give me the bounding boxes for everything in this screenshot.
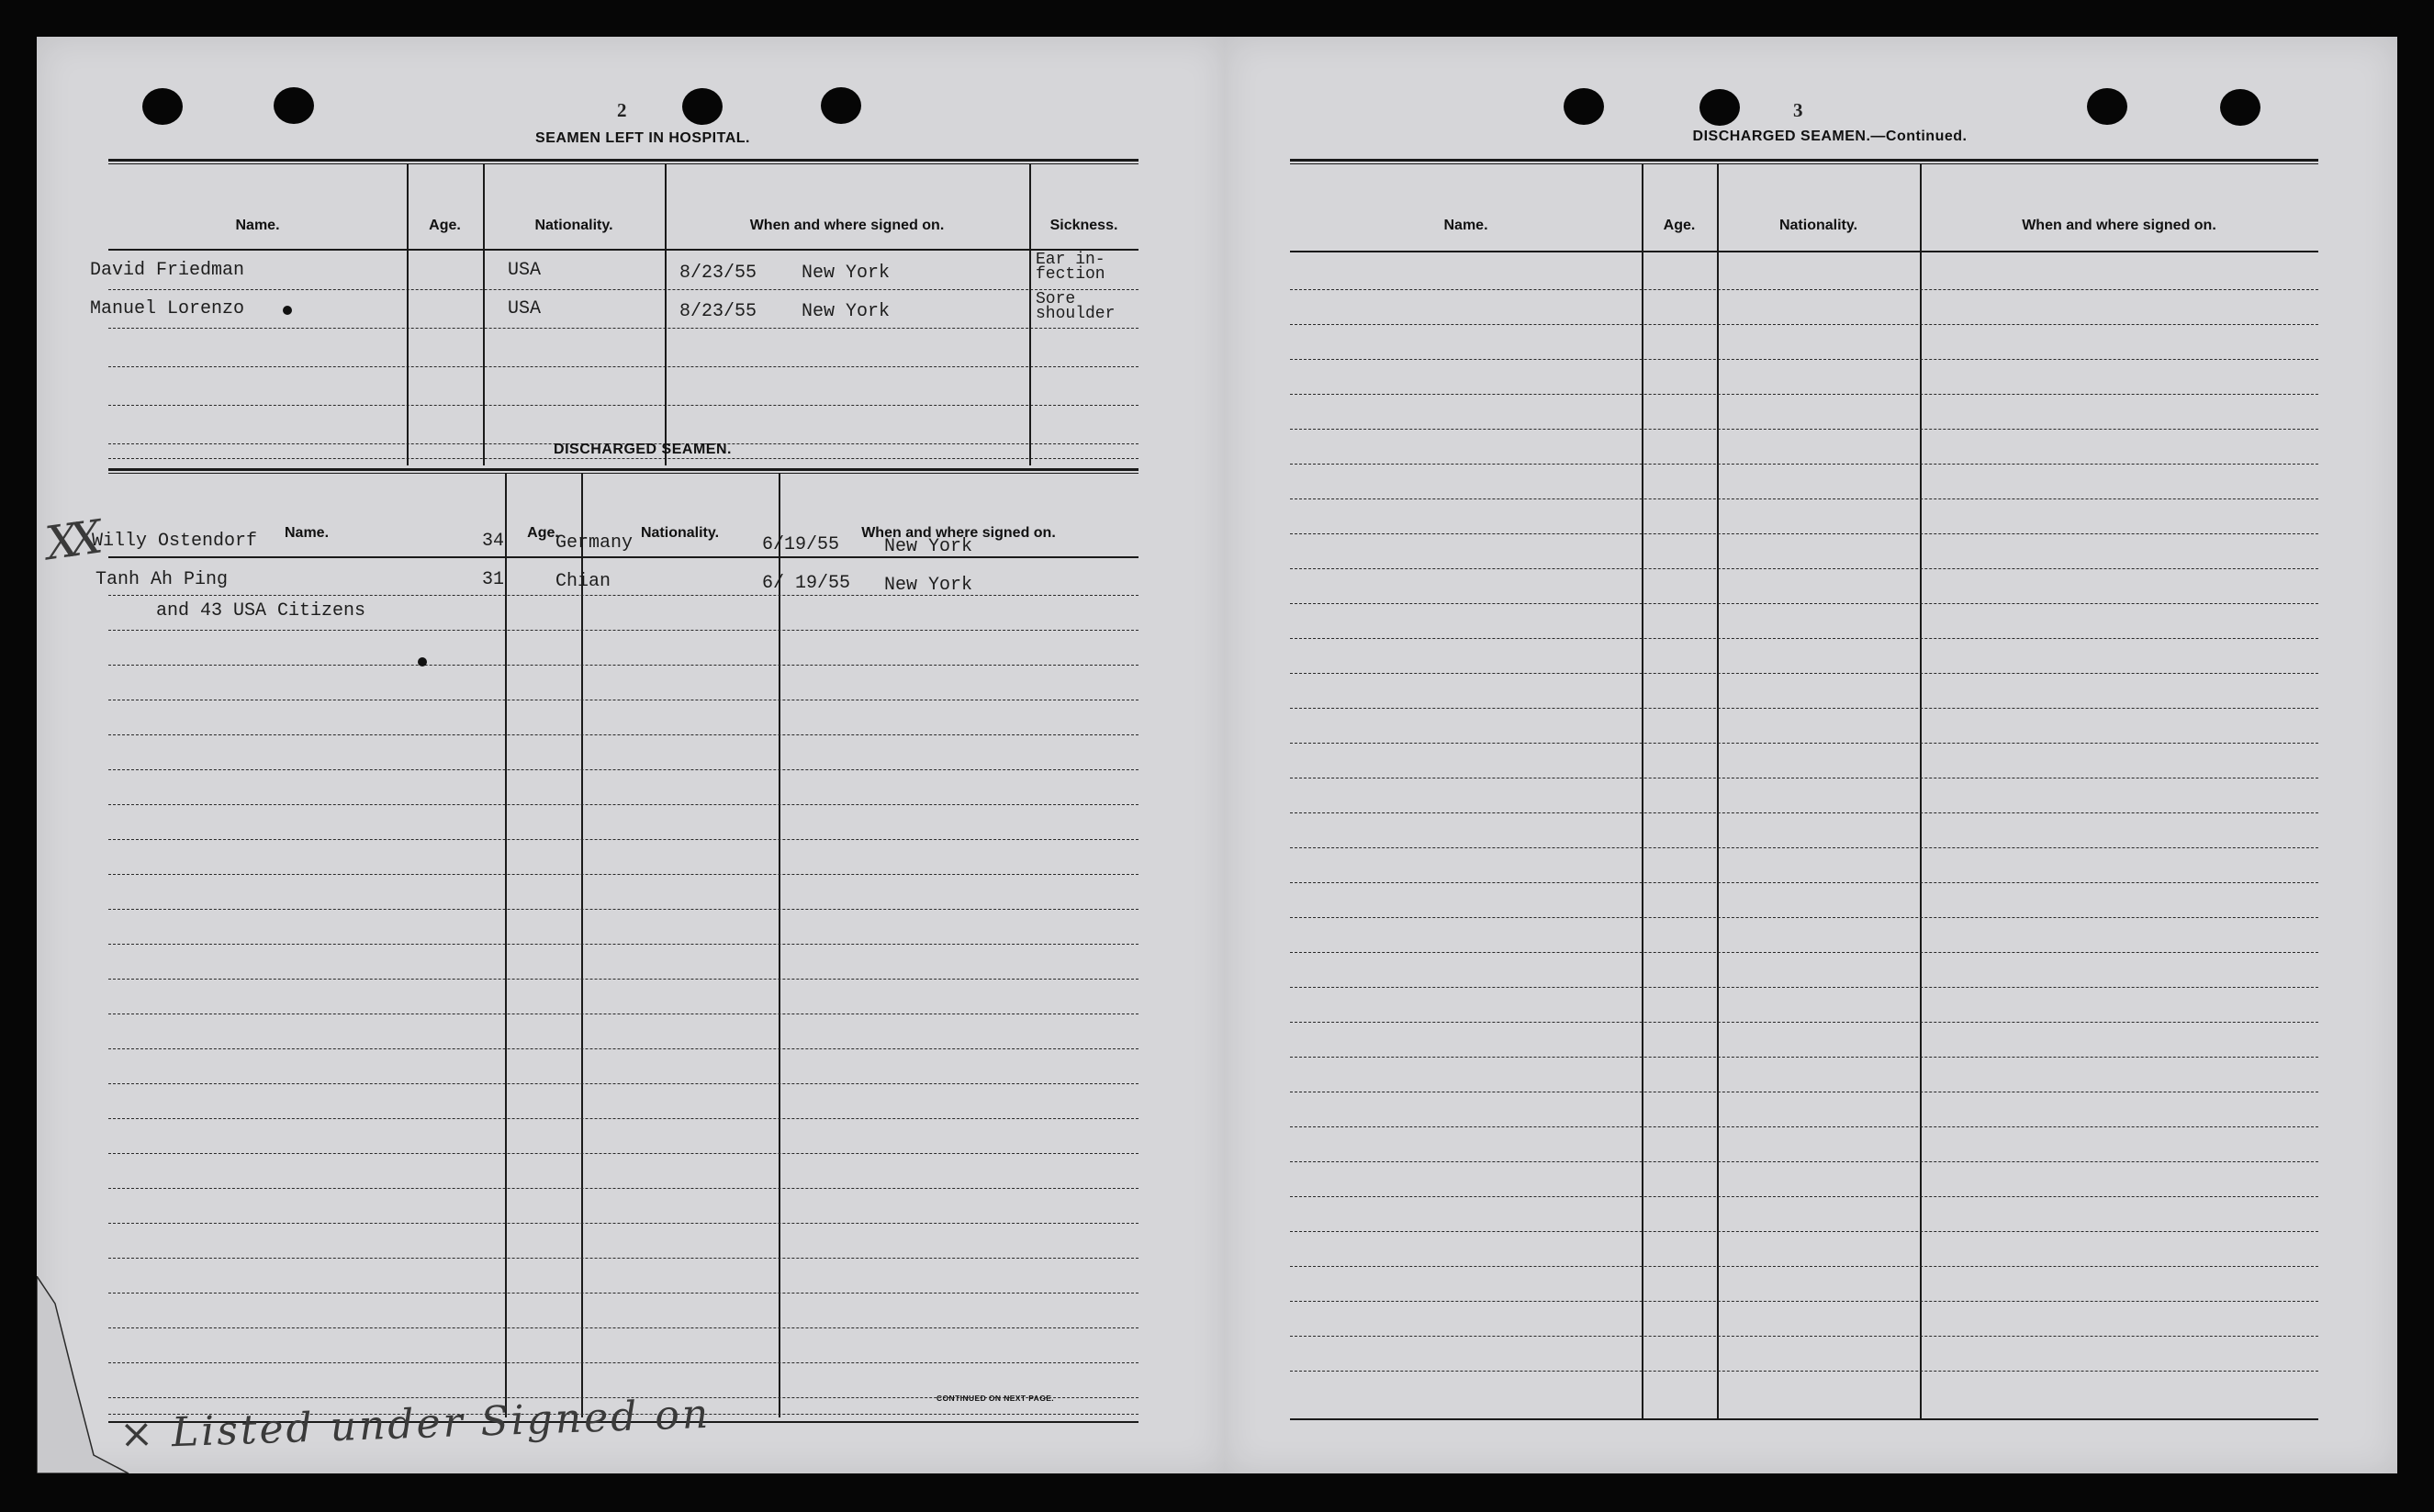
rule [108, 595, 1138, 596]
hospital-row-2-name: Manuel Lorenzo [90, 298, 245, 319]
handwritten-note: × Listed under Signed on [118, 1390, 712, 1459]
header-nationality: Nationality. [1778, 218, 1858, 233]
column-divider [407, 164, 409, 465]
header-nationality: Nationality. [640, 525, 720, 541]
rule [1290, 1022, 2318, 1023]
rule [108, 328, 1138, 329]
hospital-row-1-nationality: USA [508, 260, 542, 281]
punch-hole [1564, 88, 1604, 125]
discharged-row-1-name: Willy Ostendorf [92, 531, 258, 552]
discharged-row-1-nationality: Germany [555, 532, 634, 554]
handwritten-marks: XX [42, 510, 96, 571]
discharged-row-2-nationality: Chian [555, 571, 611, 592]
rule [1290, 464, 2318, 465]
rule [108, 366, 1138, 367]
rule [1290, 1418, 2318, 1420]
rule [108, 839, 1138, 840]
rule [1290, 952, 2318, 953]
rule [108, 468, 1138, 474]
rule [1290, 324, 2318, 325]
punch-hole [2220, 89, 2260, 126]
header-when-where: When and where signed on. [861, 525, 1056, 541]
rule [108, 1048, 1138, 1049]
discharged-row-1-age: 34 [482, 531, 505, 552]
header-nationality: Nationality. [534, 218, 613, 233]
rule [1290, 743, 2318, 744]
column-divider [779, 474, 780, 1417]
rule [1290, 812, 2318, 813]
rule [1290, 251, 2318, 252]
rule [1290, 1126, 2318, 1127]
header-name: Name. [235, 218, 280, 233]
rule [108, 1118, 1138, 1119]
column-divider [483, 164, 485, 465]
rule [108, 1223, 1138, 1224]
rule [1290, 882, 2318, 883]
header-when-where: When and where signed on. [749, 218, 945, 233]
rule [1290, 394, 2318, 395]
rule [108, 1327, 1138, 1328]
rule [1290, 1336, 2318, 1337]
rule [108, 1188, 1138, 1189]
rule [108, 874, 1138, 875]
punch-hole [682, 88, 723, 125]
rule [108, 804, 1138, 805]
discharged-row-2-age: 31 [482, 569, 505, 590]
punch-hole [142, 88, 183, 125]
hospital-section-title: SEAMEN LEFT IN HOSPITAL. [535, 130, 750, 146]
rule [108, 159, 1138, 164]
hospital-row-2-nationality: USA [508, 298, 542, 319]
column-divider [1029, 164, 1031, 465]
rule [108, 405, 1138, 406]
rule [108, 458, 1138, 459]
rule [1290, 498, 2318, 499]
punch-hole [2087, 88, 2127, 125]
right-page [1224, 37, 2397, 1473]
header-when-where: When and where signed on. [2022, 218, 2216, 233]
rule [1290, 533, 2318, 534]
rule [1290, 1231, 2318, 1232]
left-page [37, 37, 1226, 1473]
rule [108, 630, 1138, 631]
header-age: Age. [527, 525, 559, 541]
punch-hole [821, 87, 861, 124]
rule [1290, 847, 2318, 848]
hospital-row-2-place: New York [802, 301, 891, 322]
punch-hole [274, 87, 314, 124]
rule [1290, 159, 2318, 164]
rule [1290, 429, 2318, 430]
header-age: Age. [429, 218, 461, 233]
hospital-row-1-date: 8/23/55 [679, 263, 757, 284]
rule [108, 1258, 1138, 1259]
discharged-note-line: and 43 USA Citizens [156, 600, 366, 622]
discharged-continued-table [1290, 159, 2318, 1426]
page-number: 3 [1793, 99, 1803, 121]
rule [1290, 1057, 2318, 1058]
rule [1290, 359, 2318, 360]
header-age: Age. [1663, 218, 1696, 233]
rule [1290, 917, 2318, 918]
rule [1290, 603, 2318, 604]
rule [108, 1293, 1138, 1294]
rule [108, 665, 1138, 666]
rule [1290, 1266, 2318, 1267]
hospital-row-1-place: New York [802, 263, 891, 284]
page-number: 2 [617, 99, 627, 121]
rule [108, 1362, 1138, 1363]
ink-dot [418, 657, 427, 666]
column-divider [505, 474, 507, 1417]
rule [108, 769, 1138, 770]
rule [108, 556, 1138, 558]
rule [108, 734, 1138, 735]
discharged-row-2-place: New York [884, 575, 973, 596]
header-name: Name. [284, 525, 330, 541]
column-divider [581, 474, 583, 1417]
rule [1290, 1161, 2318, 1162]
discharged-row-1-place: New York [884, 536, 973, 557]
header-sickness: Sickness. [1049, 218, 1118, 233]
continued-footer: CONTINUED ON NEXT PAGE. [937, 1394, 1055, 1403]
discharged-row-1-date: 6/19/55 [762, 534, 840, 555]
rule [1290, 987, 2318, 988]
rule [1290, 1196, 2318, 1197]
discharged-row-2-date: 6/ 19/55 [762, 573, 851, 594]
column-divider [665, 164, 667, 465]
discharged-section-title: DISCHARGED SEAMEN. [554, 442, 732, 457]
rule [108, 249, 1138, 251]
hospital-row-2-sickness: Sore shoulder [1036, 290, 1116, 323]
rule [1290, 673, 2318, 674]
rule [1290, 568, 2318, 569]
rule [1290, 289, 2318, 290]
hospital-row-1-name: David Friedman [90, 260, 245, 281]
rule [1290, 638, 2318, 639]
hospital-row-1-sickness: Ear in- fection [1036, 251, 1105, 284]
punch-hole [1699, 89, 1740, 126]
ink-dot [283, 306, 292, 315]
hospital-row-2-date: 8/23/55 [679, 301, 757, 322]
rule [1290, 708, 2318, 709]
rule [108, 944, 1138, 945]
rule [108, 979, 1138, 980]
rule [108, 909, 1138, 910]
rule [108, 1153, 1138, 1154]
discharged-row-2-name: Tanh Ah Ping [95, 569, 229, 590]
rule [1290, 1371, 2318, 1372]
rule [108, 289, 1138, 290]
rule [1290, 1301, 2318, 1302]
hospital-table [90, 159, 1138, 469]
discharged-continued-title: DISCHARGED SEAMEN.—Continued. [1692, 129, 1968, 144]
rule [108, 1083, 1138, 1084]
header-name: Name. [1443, 218, 1488, 233]
